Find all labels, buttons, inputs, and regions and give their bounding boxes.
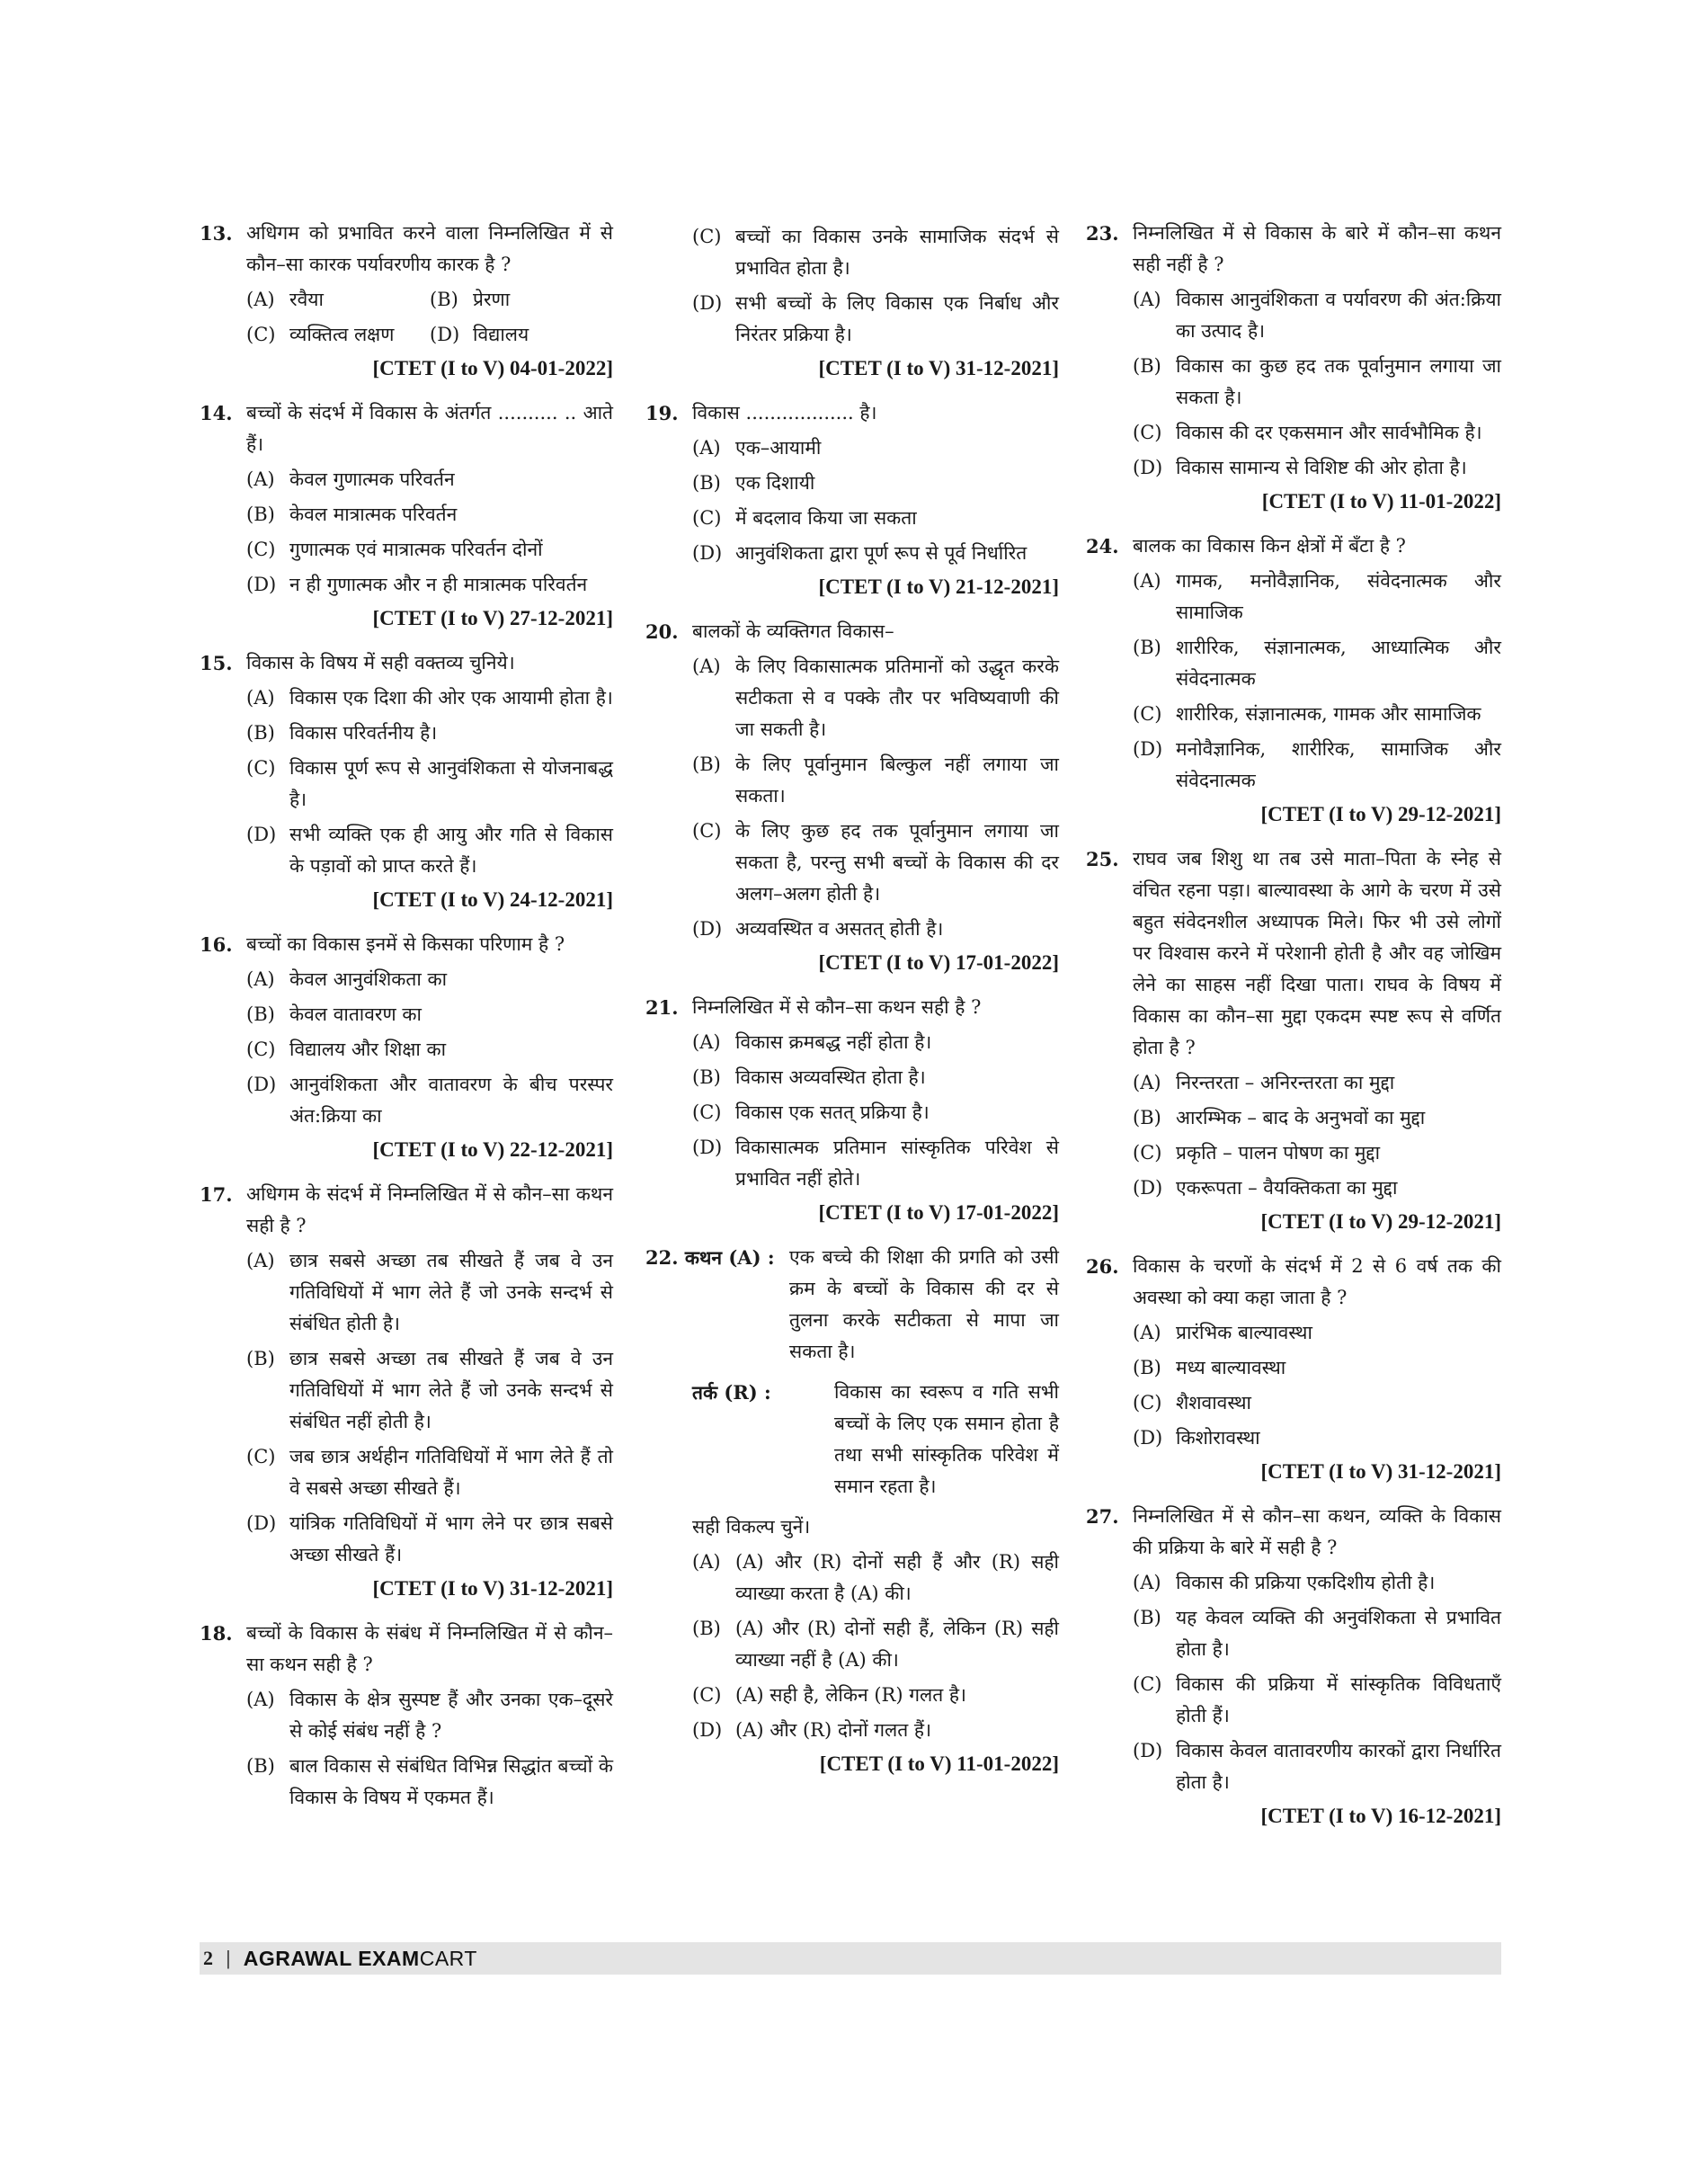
question-24	[1086, 531, 1501, 831]
option-text: विद्यालय	[473, 324, 529, 345]
option-text: केवल गुणात्मक परिवर्तन	[289, 468, 455, 490]
option-label: (B)	[246, 1003, 275, 1025]
option-text: विद्यालय और शिक्षा का	[289, 1039, 447, 1060]
option-b	[246, 1343, 613, 1438]
option-text: एक दिशायी	[735, 472, 815, 494]
option-d	[246, 1069, 613, 1132]
option-a	[1133, 1317, 1501, 1349]
option-label: (D)	[246, 1074, 277, 1095]
option-text: किशोरावस्था	[1176, 1427, 1260, 1449]
option-text: के लिए कुछ हद तक पूर्वानुमान लगाया जा सकता है, परन्तु सभी बच्चों के विकास की दर अलग–अलग होती है।	[735, 820, 1059, 905]
options-grid	[246, 281, 613, 351]
option-label: (C)	[246, 1039, 276, 1060]
option-text: विकास क्रमबद्ध नहीं होता है।	[735, 1031, 932, 1053]
exam-source: [CTET (I to V) 22-12-2021]	[372, 1138, 613, 1161]
option-label: (C)	[1133, 422, 1162, 443]
option-label: (C)	[246, 757, 276, 779]
question-22	[645, 1242, 1059, 1780]
option-label: (D)	[246, 824, 277, 845]
question-number: 13.	[200, 222, 233, 245]
question-number: 21.	[645, 996, 679, 1019]
option-label: (D)	[692, 1719, 723, 1741]
exam-source: [CTET (I to V) 27-12-2021]	[372, 607, 613, 629]
option-a	[1133, 1067, 1501, 1099]
option-label: (B)	[1133, 355, 1161, 377]
option-label: (C)	[1133, 1392, 1162, 1413]
exam-source: [CTET (I to V) 17-01-2022]	[818, 1201, 1059, 1224]
option-a	[246, 682, 613, 714]
option-label: (A)	[1133, 1072, 1161, 1093]
question-text: विकास के चरणों के संदर्भ में 2 से 6 वर्ष तक की अवस्था को क्या कहा जाता है ?	[1133, 1255, 1501, 1308]
option-b	[1133, 1102, 1501, 1134]
option-d	[692, 1132, 1059, 1195]
option-label: (B)	[246, 1348, 275, 1369]
option-text: व्यक्तित्व लक्षण	[289, 324, 395, 345]
option-c	[246, 319, 430, 351]
exam-source: [CTET (I to V) 21-12-2021]	[818, 575, 1059, 598]
question-text: अधिगम के संदर्भ में निम्नलिखित में से कौन–सा कथन सही है ?	[246, 1183, 613, 1236]
option-label: (D)	[246, 1512, 277, 1534]
option-label: (C)	[692, 1101, 722, 1123]
option-text: अव्यवस्थित व असतत् होती है।	[735, 918, 944, 940]
option-text: यांत्रिक गतिविधियों में भाग लेने पर छात्र सबसे अच्छा सीखते हैं।	[289, 1512, 613, 1565]
question-13	[200, 218, 613, 385]
option-b	[246, 718, 613, 749]
option-text: आरम्भिक – बाद के अनुभवों का मुद्दा	[1176, 1107, 1426, 1128]
option-label: (A)	[246, 687, 275, 709]
option-text: एक–आयामी	[735, 437, 822, 459]
option-text: विकास की प्रक्रिया में सांस्कृतिक विविधताएँ होती हैं।	[1176, 1673, 1501, 1726]
option-d	[246, 819, 613, 882]
exam-source: [CTET (I to V) 04-01-2022]	[372, 357, 613, 379]
question-number: 18.	[200, 1622, 233, 1645]
option-d	[692, 288, 1059, 351]
option-c	[246, 1441, 613, 1504]
footer-separator: |	[226, 1947, 231, 1969]
options-list	[1133, 1067, 1501, 1204]
option-d	[692, 914, 1059, 945]
option-text: बाल विकास से संबंधित विभिन्न सिद्धांत बच्चों के विकास के विषय में एकमत हैं।	[289, 1755, 613, 1808]
option-label: (A)	[692, 437, 721, 459]
option-c	[692, 1097, 1059, 1128]
option-label: (D)	[1133, 1427, 1163, 1449]
option-a	[1133, 284, 1501, 347]
option-text: रवैया	[289, 289, 324, 310]
option-b	[692, 1062, 1059, 1093]
option-label: (D)	[1133, 738, 1163, 760]
question-text: निम्नलिखित में से कौन–सा कथन, व्यक्ति के विकास की प्रक्रिया के बारे में सही है ?	[1133, 1505, 1501, 1558]
options-list	[692, 221, 1059, 351]
option-a	[692, 432, 1059, 464]
question-text: बच्चों के संदर्भ में विकास के अंतर्गत .......... .. आते हैं।	[246, 402, 613, 455]
brand-part-agrawal: AGRAWAL	[243, 1946, 359, 1970]
exam-source: [CTET (I to V) 31-12-2021]	[1260, 1460, 1501, 1483]
exam-source: [CTET (I to V) 17-01-2022]	[818, 951, 1059, 974]
option-label: (C)	[692, 507, 722, 529]
option-text: विकास अव्यवस्थित होता है।	[735, 1066, 926, 1088]
option-a	[1133, 566, 1501, 629]
options-list	[246, 464, 613, 601]
question-text: विकास के विषय में सही वक्तव्य चुनिये।	[246, 652, 515, 673]
option-text: (A) और (R) दोनों गलत हैं।	[735, 1719, 932, 1741]
brand-logo	[244, 1947, 477, 1971]
exam-source: [CTET (I to V) 31-12-2021]	[372, 1577, 613, 1600]
column-2	[645, 218, 1059, 1793]
option-text: विकास एक सतत् प्रक्रिया है।	[735, 1101, 930, 1123]
option-c	[246, 1034, 613, 1066]
reason-text: विकास का स्वरूप व गति सभी बच्चों के लिए एक समान होता है तथा सभी सांस्कृतिक परिवेश में समान रहता है।	[834, 1381, 1059, 1497]
option-d	[1133, 452, 1501, 484]
option-d	[1133, 1422, 1501, 1454]
choose-instruction: सही विकल्प चुनें।	[692, 1516, 811, 1538]
exam-source: [CTET (I to V) 31-12-2021]	[818, 357, 1059, 379]
question-text: बालक का विकास किन क्षेत्रों में बँटा है ?	[1133, 535, 1406, 557]
option-text: विकास परिवर्तनीय है।	[289, 722, 438, 744]
option-label: (B)	[1133, 1607, 1161, 1628]
option-text: जब छात्र अर्थहीन गतिविधियों में भाग लेते हैं तो वे सबसे अच्छा सीखते हैं।	[289, 1446, 613, 1499]
option-b	[692, 1613, 1059, 1676]
question-text: बालकों के व्यक्तिगत विकास–	[692, 620, 894, 642]
option-label: (A)	[246, 1689, 275, 1710]
option-a	[1133, 1567, 1501, 1599]
option-label: (B)	[1133, 1357, 1161, 1378]
question-20	[645, 616, 1059, 979]
options-list	[1133, 284, 1501, 484]
option-text: केवल मात्रात्मक परिवर्तन	[289, 504, 458, 525]
option-label: (A)	[692, 655, 721, 677]
options-list	[692, 1027, 1059, 1195]
option-text: सभी व्यक्ति एक ही आयु और गति से विकास के पड़ावों को प्राप्त करते हैं।	[289, 824, 613, 877]
exam-source: [CTET (I to V) 29-12-2021]	[1260, 803, 1501, 825]
option-label: (D)	[430, 324, 460, 345]
option-text: आनुवंशिकता द्वारा पूर्ण रूप से पूर्व निर्धारित	[735, 542, 1027, 564]
option-b	[692, 468, 1059, 499]
option-text: प्रेरणा	[473, 289, 511, 310]
assertion-label-text: कथन (A) :	[684, 1246, 775, 1269]
option-a	[692, 1027, 1059, 1058]
option-text: मनोवैज्ञानिक, शारीरिक, सामाजिक और संवेदनात्मक	[1176, 738, 1501, 791]
option-text: केवल वातावरण का	[289, 1003, 422, 1025]
options-list	[692, 1547, 1059, 1746]
reason-label: तर्क (R) :	[692, 1381, 771, 1404]
option-label: (B)	[430, 289, 458, 310]
option-label: (C)	[246, 539, 276, 560]
option-c	[1133, 417, 1501, 449]
option-text: विकास सामान्य से विशिष्ट की ओर होता है।	[1176, 457, 1467, 478]
option-label: (B)	[692, 754, 721, 775]
option-text: गामक, मनोवैज्ञानिक, संवेदनात्मक और सामाजिक	[1176, 570, 1501, 623]
options-list	[1133, 566, 1501, 797]
options-list	[246, 1245, 613, 1571]
question-18	[200, 1618, 613, 1814]
option-c	[692, 816, 1059, 910]
option-text: विकास के क्षेत्र सुस्पष्ट हैं और उनका एक–दूसरे से कोई संबंध नहीं है ?	[289, 1689, 613, 1742]
option-text: गुणात्मक एवं मात्रात्मक परिवर्तन दोनों	[289, 539, 543, 560]
option-label: (C)	[692, 820, 722, 842]
question-number: 17.	[200, 1183, 233, 1206]
question-text: विकास .................. है।	[692, 402, 877, 424]
question-number: 20.	[645, 620, 679, 643]
option-text: शारीरिक, संज्ञानात्मक, गामक और सामाजिक	[1176, 703, 1481, 725]
option-c	[1133, 1137, 1501, 1169]
question-25	[1086, 843, 1501, 1238]
option-b	[1133, 1602, 1501, 1665]
option-label: (D)	[692, 542, 723, 564]
option-label: (B)	[1133, 637, 1161, 658]
assertion-row	[645, 1242, 1059, 1368]
option-label: (A)	[246, 1250, 275, 1271]
option-text: विकास पूर्ण रूप से आनुवंशिकता से योजनाबद्ध है।	[289, 757, 613, 810]
question-27	[1086, 1501, 1501, 1833]
option-text: विकास केवल वातावरणीय कारकों द्वारा निर्धारित होता है।	[1176, 1740, 1501, 1793]
option-text: प्रकृति – पालन पोषण का मुद्दा	[1176, 1142, 1381, 1164]
option-label: (B)	[1133, 1107, 1161, 1128]
option-b	[430, 284, 613, 316]
option-label: (A)	[692, 1031, 721, 1053]
reason-row	[692, 1377, 1059, 1503]
option-label: (A)	[692, 1551, 721, 1573]
option-label: (B)	[692, 472, 721, 494]
option-b	[692, 749, 1059, 812]
question-26	[1086, 1251, 1501, 1488]
option-a	[246, 464, 613, 495]
option-d	[692, 538, 1059, 569]
options-list	[692, 432, 1059, 569]
brand-part-cart: CART	[419, 1946, 477, 1970]
option-label: (C)	[692, 1684, 722, 1706]
option-c	[692, 221, 1059, 284]
question-number: 19.	[645, 402, 679, 424]
option-text: छात्र सबसे अच्छा तब सीखते हैं जब वे उन गतिविधियों में भाग लेते हैं जो उनके सन्दर्भ से संबंधित नहीं होती है।	[289, 1348, 613, 1432]
column-3	[1086, 218, 1501, 1845]
option-d	[246, 1508, 613, 1571]
options-list	[692, 651, 1059, 945]
option-text: छात्र सबसे अच्छा तब सीखते हैं जब वे उन गतिविधियों में भाग लेते हैं जो उनके सन्दर्भ से संबंधित होती है।	[289, 1250, 613, 1334]
question-14	[200, 397, 613, 635]
option-text: शैशवावस्था	[1176, 1392, 1251, 1413]
option-text: बच्चों का विकास उनके सामाजिक संदर्भ से प्रभावित होता है।	[735, 226, 1059, 279]
option-label: (A)	[246, 968, 275, 990]
question-23	[1086, 218, 1501, 518]
option-label: (D)	[1133, 1740, 1163, 1761]
option-text: प्रारंभिक बाल्यावस्था	[1176, 1322, 1312, 1343]
option-text: (A) सही है, लेकिन (R) गलत है।	[735, 1684, 967, 1706]
options-list	[246, 964, 613, 1132]
options-list	[1133, 1317, 1501, 1454]
option-label: (B)	[246, 1755, 275, 1777]
option-label: (C)	[246, 324, 276, 345]
options-list	[1133, 1567, 1501, 1798]
option-c	[246, 534, 613, 566]
option-label: (D)	[692, 918, 723, 940]
page-number: 2	[203, 1947, 213, 1969]
option-text: मध्य बाल्यावस्था	[1176, 1357, 1286, 1378]
question-17	[200, 1179, 613, 1605]
option-a	[246, 1684, 613, 1747]
question-18-continued	[645, 221, 1059, 385]
question-21	[645, 992, 1059, 1229]
option-label: (C)	[246, 1446, 276, 1467]
option-b	[1133, 1352, 1501, 1384]
option-d	[692, 1715, 1059, 1746]
question-number: 15.	[200, 652, 233, 674]
option-label: (B)	[692, 1066, 721, 1088]
option-text: शारीरिक, संज्ञानात्मक, आध्यात्मिक और संवेदनात्मक	[1176, 637, 1501, 690]
option-text: में बदलाव किया जा सकता	[735, 507, 917, 529]
option-text: निरन्तरता – अनिरन्तरता का मुद्दा	[1176, 1072, 1395, 1093]
question-number: 14.	[200, 402, 233, 424]
question-text: अधिगम को प्रभावित करने वाला निम्नलिखित में से कौन–सा कारक पर्यावरणीय कारक है ?	[246, 222, 613, 275]
option-c	[692, 503, 1059, 534]
option-text: विकास एक दिशा की ओर एक आयामी होता है।	[289, 687, 613, 709]
option-b	[246, 1751, 613, 1814]
option-label: (C)	[1133, 703, 1162, 725]
option-label: (A)	[1133, 1322, 1161, 1343]
option-b	[246, 499, 613, 531]
question-number: 23.	[1086, 222, 1119, 245]
option-c	[246, 753, 613, 816]
question-16	[200, 929, 613, 1166]
option-label: (D)	[692, 1137, 723, 1158]
question-number: 27.	[1086, 1505, 1119, 1528]
option-d	[1133, 1173, 1501, 1204]
option-a	[692, 1547, 1059, 1610]
question-text: निम्नलिखित में से विकास के बारे में कौन–सा कथन सही नहीं है ?	[1133, 222, 1501, 275]
option-text: विकास की प्रक्रिया एकदिशीय होती है।	[1176, 1572, 1436, 1593]
option-b	[246, 999, 613, 1030]
option-label: (A)	[1133, 1572, 1161, 1593]
exam-source: [CTET (I to V) 11-01-2022]	[1261, 490, 1501, 513]
exam-source: [CTET (I to V) 24-12-2021]	[372, 888, 613, 911]
option-text: यह केवल व्यक्ति की अनुवंशिकता से प्रभावित होता है।	[1176, 1607, 1501, 1660]
option-b	[1133, 351, 1501, 414]
option-label: (A)	[1133, 570, 1161, 592]
column-1	[200, 218, 613, 1826]
question-text: बच्चों का विकास इनमें से किसका परिणाम है ?	[246, 933, 565, 955]
options-list	[246, 682, 613, 882]
question-text: निम्नलिखित में से कौन–सा कथन सही है ?	[692, 996, 982, 1018]
option-a	[246, 1245, 613, 1340]
page-footer	[200, 1942, 1501, 1975]
option-text: (A) और (R) दोनों सही हैं और (R) सही व्याख्या करता है (A) की।	[735, 1551, 1059, 1604]
option-text: न ही गुणात्मक और न ही मात्रात्मक परिवर्तन	[289, 574, 588, 595]
option-label: (B)	[692, 1618, 721, 1639]
question-number: 22.	[645, 1246, 679, 1269]
option-c	[1133, 1387, 1501, 1419]
assertion-text: एक बच्चे की शिक्षा की प्रगति को उसी क्रम के बच्चों के विकास की दर से तुलना करके सटीकता से मापा जा सकता है।	[789, 1246, 1059, 1362]
brand-part-exam: EXAM	[358, 1946, 420, 1970]
option-text: एकरूपता – वैयक्तिकता का मुद्दा	[1176, 1177, 1398, 1199]
option-label: (C)	[1133, 1673, 1162, 1695]
question-number: 26.	[1086, 1255, 1119, 1278]
option-c	[1133, 1669, 1501, 1732]
question-19	[645, 397, 1059, 603]
option-b	[1133, 632, 1501, 695]
question-15	[200, 647, 613, 916]
question-number: 24.	[1086, 535, 1119, 557]
question-text: बच्चों के विकास के संबंध में निम्नलिखित में से कौन–सा कथन सही है ?	[246, 1622, 613, 1675]
option-text: विकासात्मक प्रतिमान सांस्कृतिक परिवेश से प्रभावित नहीं होते।	[735, 1137, 1059, 1190]
option-label: (B)	[246, 722, 275, 744]
question-number: 25.	[1086, 848, 1119, 870]
exam-source: [CTET (I to V) 11-01-2022]	[819, 1752, 1059, 1775]
assertion-label	[645, 1242, 789, 1368]
option-label: (D)	[1133, 1177, 1163, 1199]
option-label: (A)	[246, 468, 275, 490]
option-text: आनुवंशिकता और वातावरण के बीच परस्पर अंत:क्रिया का	[289, 1074, 613, 1127]
options-list	[246, 1684, 613, 1814]
option-label: (D)	[1133, 457, 1163, 478]
exam-source: [CTET (I to V) 29-12-2021]	[1260, 1210, 1501, 1233]
option-text: के लिए विकासात्मक प्रतिमानों को उद्धृत करके सटीकता से व पक्के तौर पर भविष्यवाणी की जा सकती है।	[735, 655, 1059, 740]
option-d	[430, 319, 613, 351]
option-c	[1133, 699, 1501, 730]
option-d	[1133, 734, 1501, 797]
option-a	[246, 964, 613, 995]
exam-source: [CTET (I to V) 16-12-2021]	[1260, 1805, 1501, 1827]
option-a	[246, 284, 430, 316]
option-text: विकास आनुवंशिकता व पर्यावरण की अंत:क्रिया का उत्पाद है।	[1176, 289, 1501, 342]
option-d	[246, 569, 613, 601]
option-text: के लिए पूर्वानुमान बिल्कुल नहीं लगाया जा सकता।	[735, 754, 1059, 807]
option-d	[1133, 1735, 1501, 1798]
option-label: (D)	[246, 574, 277, 595]
option-label: (A)	[1133, 289, 1161, 310]
option-text: विकास की दर एकसमान और सार्वभौमिक है।	[1176, 422, 1482, 443]
option-a	[692, 651, 1059, 745]
option-c	[692, 1680, 1059, 1711]
option-label: (B)	[246, 504, 275, 525]
option-text: सभी बच्चों के लिए विकास एक निर्बाध और निरंतर प्रक्रिया है।	[735, 292, 1059, 345]
option-label: (A)	[246, 289, 275, 310]
option-label: (C)	[1133, 1142, 1162, 1164]
question-number: 16.	[200, 933, 233, 956]
option-text: (A) और (R) दोनों सही हैं, लेकिन (R) सही व्याख्या नहीं है (A) की।	[735, 1618, 1059, 1671]
option-label: (D)	[692, 292, 723, 314]
question-text: राघव जब शिशु था तब उसे माता–पिता के स्नेह से वंचित रहना पड़ा। बाल्यावस्था के आगे के चरण में उसे बहुत संवेदनशील अध्यापक मिले। फिर भी उसे लोगों पर विश्वास करने में परेशानी होती है और वह जोखिम लेने का साहस नहीं दिखा पाता। राघव के विषय में विकास का कौन–सा मुद्दा एकदम स्पष्ट रूप से वर्णित होता है ?	[1133, 848, 1501, 1058]
option-text: केवल आनुवंशिकता का	[289, 968, 448, 990]
option-label: (C)	[692, 226, 722, 247]
option-text: विकास का कुछ हद तक पूर्वानुमान लगाया जा सकता है।	[1176, 355, 1501, 408]
